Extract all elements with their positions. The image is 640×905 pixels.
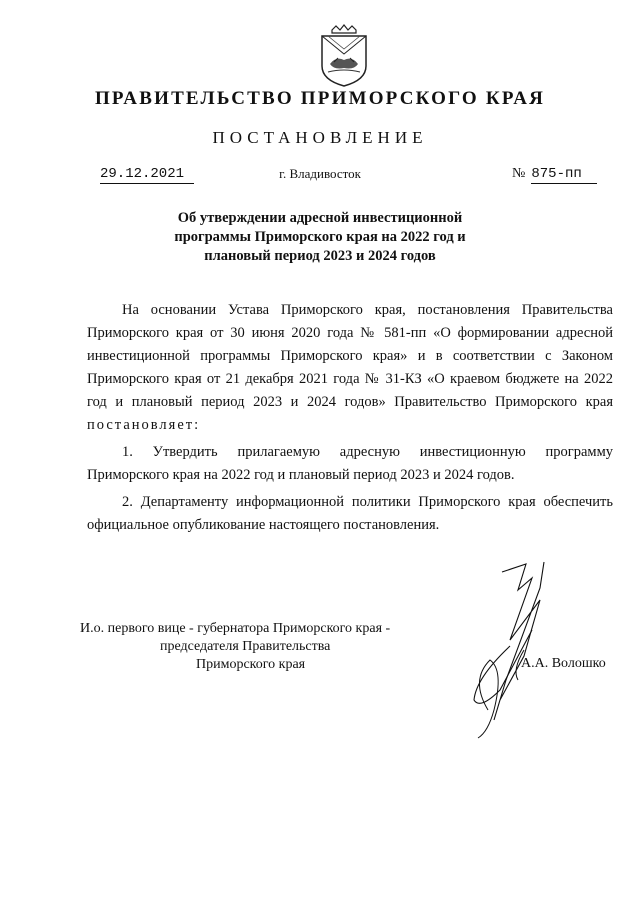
preamble-end: : <box>194 417 199 433</box>
position-line: И.о. первого вице - губернатора Приморского края - <box>80 621 391 636</box>
resolution-item-1: 1. Утвердить прилагаемую адресную инвестиционную программу Приморского края на 2022 год и плановый период 2023 и 2024 годов. <box>87 444 613 483</box>
document-type: ПОСТАНОВЛЕНИЕ <box>212 128 428 147</box>
coat-of-arms-icon <box>316 24 372 88</box>
handwritten-signature-icon <box>440 560 580 740</box>
title-line: программы Приморского края на 2022 год и <box>174 229 466 245</box>
resolution-item-2: 2. Департаменту информационной политики Приморского края обеспечить официальное опубликование настоящего постановления. <box>87 494 613 533</box>
title-line: плановый период 2023 и 2024 годов <box>204 248 436 264</box>
document-date: 29.12.2021 <box>100 166 194 184</box>
document-number <box>512 166 597 184</box>
document-title <box>140 209 500 266</box>
preamble-text: На основании Устава Приморского края, постановления Правительства Приморского края от 30 июня 2020 года № 581-пп «О формировании адресной инвестиционной программы Приморского края» и в соответствии с Законом Приморского края от 21 декабря 2021 года № 31-КЗ «О краевом бюджете на 2022 год и плановый период 2023 и 2024 годов» Правительство Приморского края <box>87 302 613 410</box>
signer-name: А.А. Волошко <box>521 656 606 671</box>
preamble-paragraph <box>87 299 613 437</box>
position-line: Приморского края <box>196 657 306 672</box>
title-line: Об утверждении адресной инвестиционной <box>177 210 463 226</box>
number-value: 875-пп <box>531 166 597 184</box>
position-line: председателя Правительства <box>160 639 331 654</box>
resolution-keyword: постановляет <box>87 417 195 433</box>
number-label: № <box>512 166 526 181</box>
document-city: г. Владивосток <box>279 166 361 181</box>
organization-title: ПРАВИТЕЛЬСТВО ПРИМОРСКОГО КРАЯ <box>94 88 546 109</box>
document-body <box>87 299 613 537</box>
